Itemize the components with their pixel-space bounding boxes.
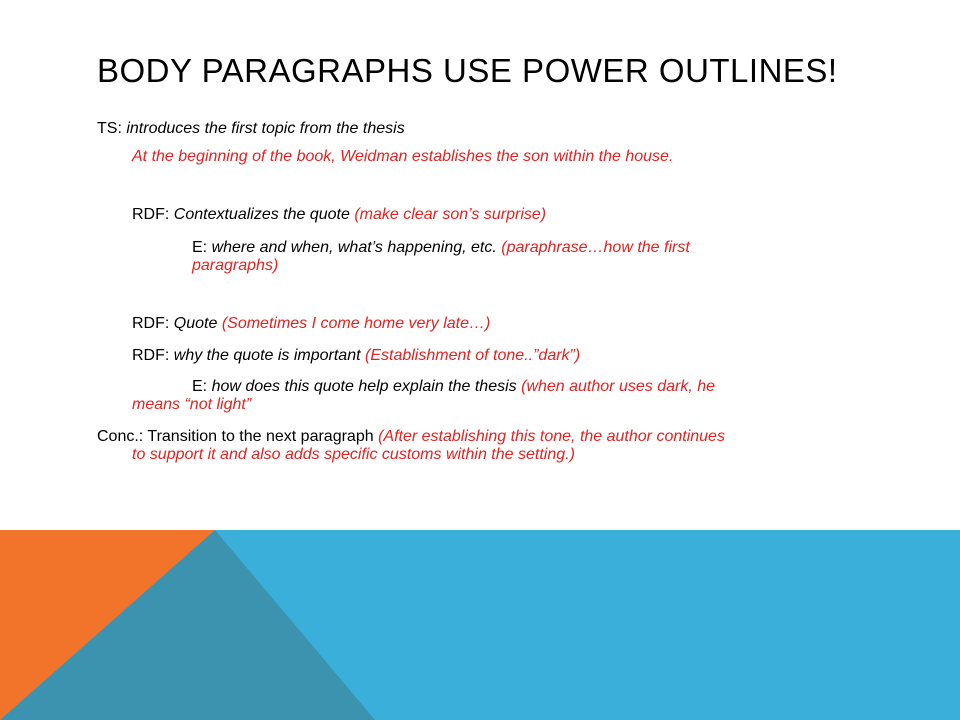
rdf-importance-label: RDF: bbox=[132, 347, 174, 364]
conc-label: Conc.: Transition to the next paragraph bbox=[97, 428, 379, 445]
decorative-band bbox=[0, 530, 960, 720]
conc-note: (After establishing this tone, the author continues bbox=[378, 428, 725, 445]
e-context-description: where and when, what’s happening, etc. bbox=[211, 239, 502, 256]
rdf-context-line bbox=[132, 206, 546, 224]
rdf-importance-description: why the quote is important bbox=[173, 347, 365, 364]
rdf-context-label: RDF: bbox=[132, 206, 174, 223]
slide-title: BODY PARAGRAPHS USE POWER OUTLINES! bbox=[97, 52, 838, 89]
rdf-importance-note: (Establishment of tone..”dark”) bbox=[365, 347, 581, 364]
e-explain-description: how does this quote help explain the thesis bbox=[211, 378, 522, 395]
rdf-context-description: Contextualizes the quote bbox=[173, 206, 355, 223]
rdf-quote-note: (Sometimes I come home very late…) bbox=[221, 315, 491, 332]
rdf-quote-description: Quote bbox=[173, 315, 222, 332]
e-explain-line bbox=[192, 378, 715, 396]
ts-label: TS: bbox=[97, 120, 127, 137]
e-context-line bbox=[192, 239, 690, 257]
ts-line bbox=[97, 120, 405, 138]
ts-example: At the beginning of the book, Weidman establishes the son within the house. bbox=[132, 148, 674, 165]
rdf-context-note: (make clear son’s surprise) bbox=[354, 206, 547, 223]
e-explain-label: E: bbox=[192, 378, 212, 395]
e-context-note: (paraphrase…how the first bbox=[501, 239, 690, 256]
e-explain-note-cont: means “not light” bbox=[132, 396, 252, 413]
rdf-importance-line bbox=[132, 347, 580, 365]
conc-line bbox=[97, 428, 725, 446]
conc-note-cont: to support it and also adds specific customs within the setting.) bbox=[132, 446, 575, 463]
e-explain-note: (when author uses dark, he bbox=[521, 378, 715, 395]
rdf-quote-label: RDF: bbox=[132, 315, 174, 332]
ts-description: introduces the first topic from the thesis bbox=[126, 120, 405, 137]
rdf-quote-line bbox=[132, 315, 490, 333]
e-context-label: E: bbox=[192, 239, 212, 256]
e-context-note-cont: paragraphs) bbox=[192, 257, 279, 274]
